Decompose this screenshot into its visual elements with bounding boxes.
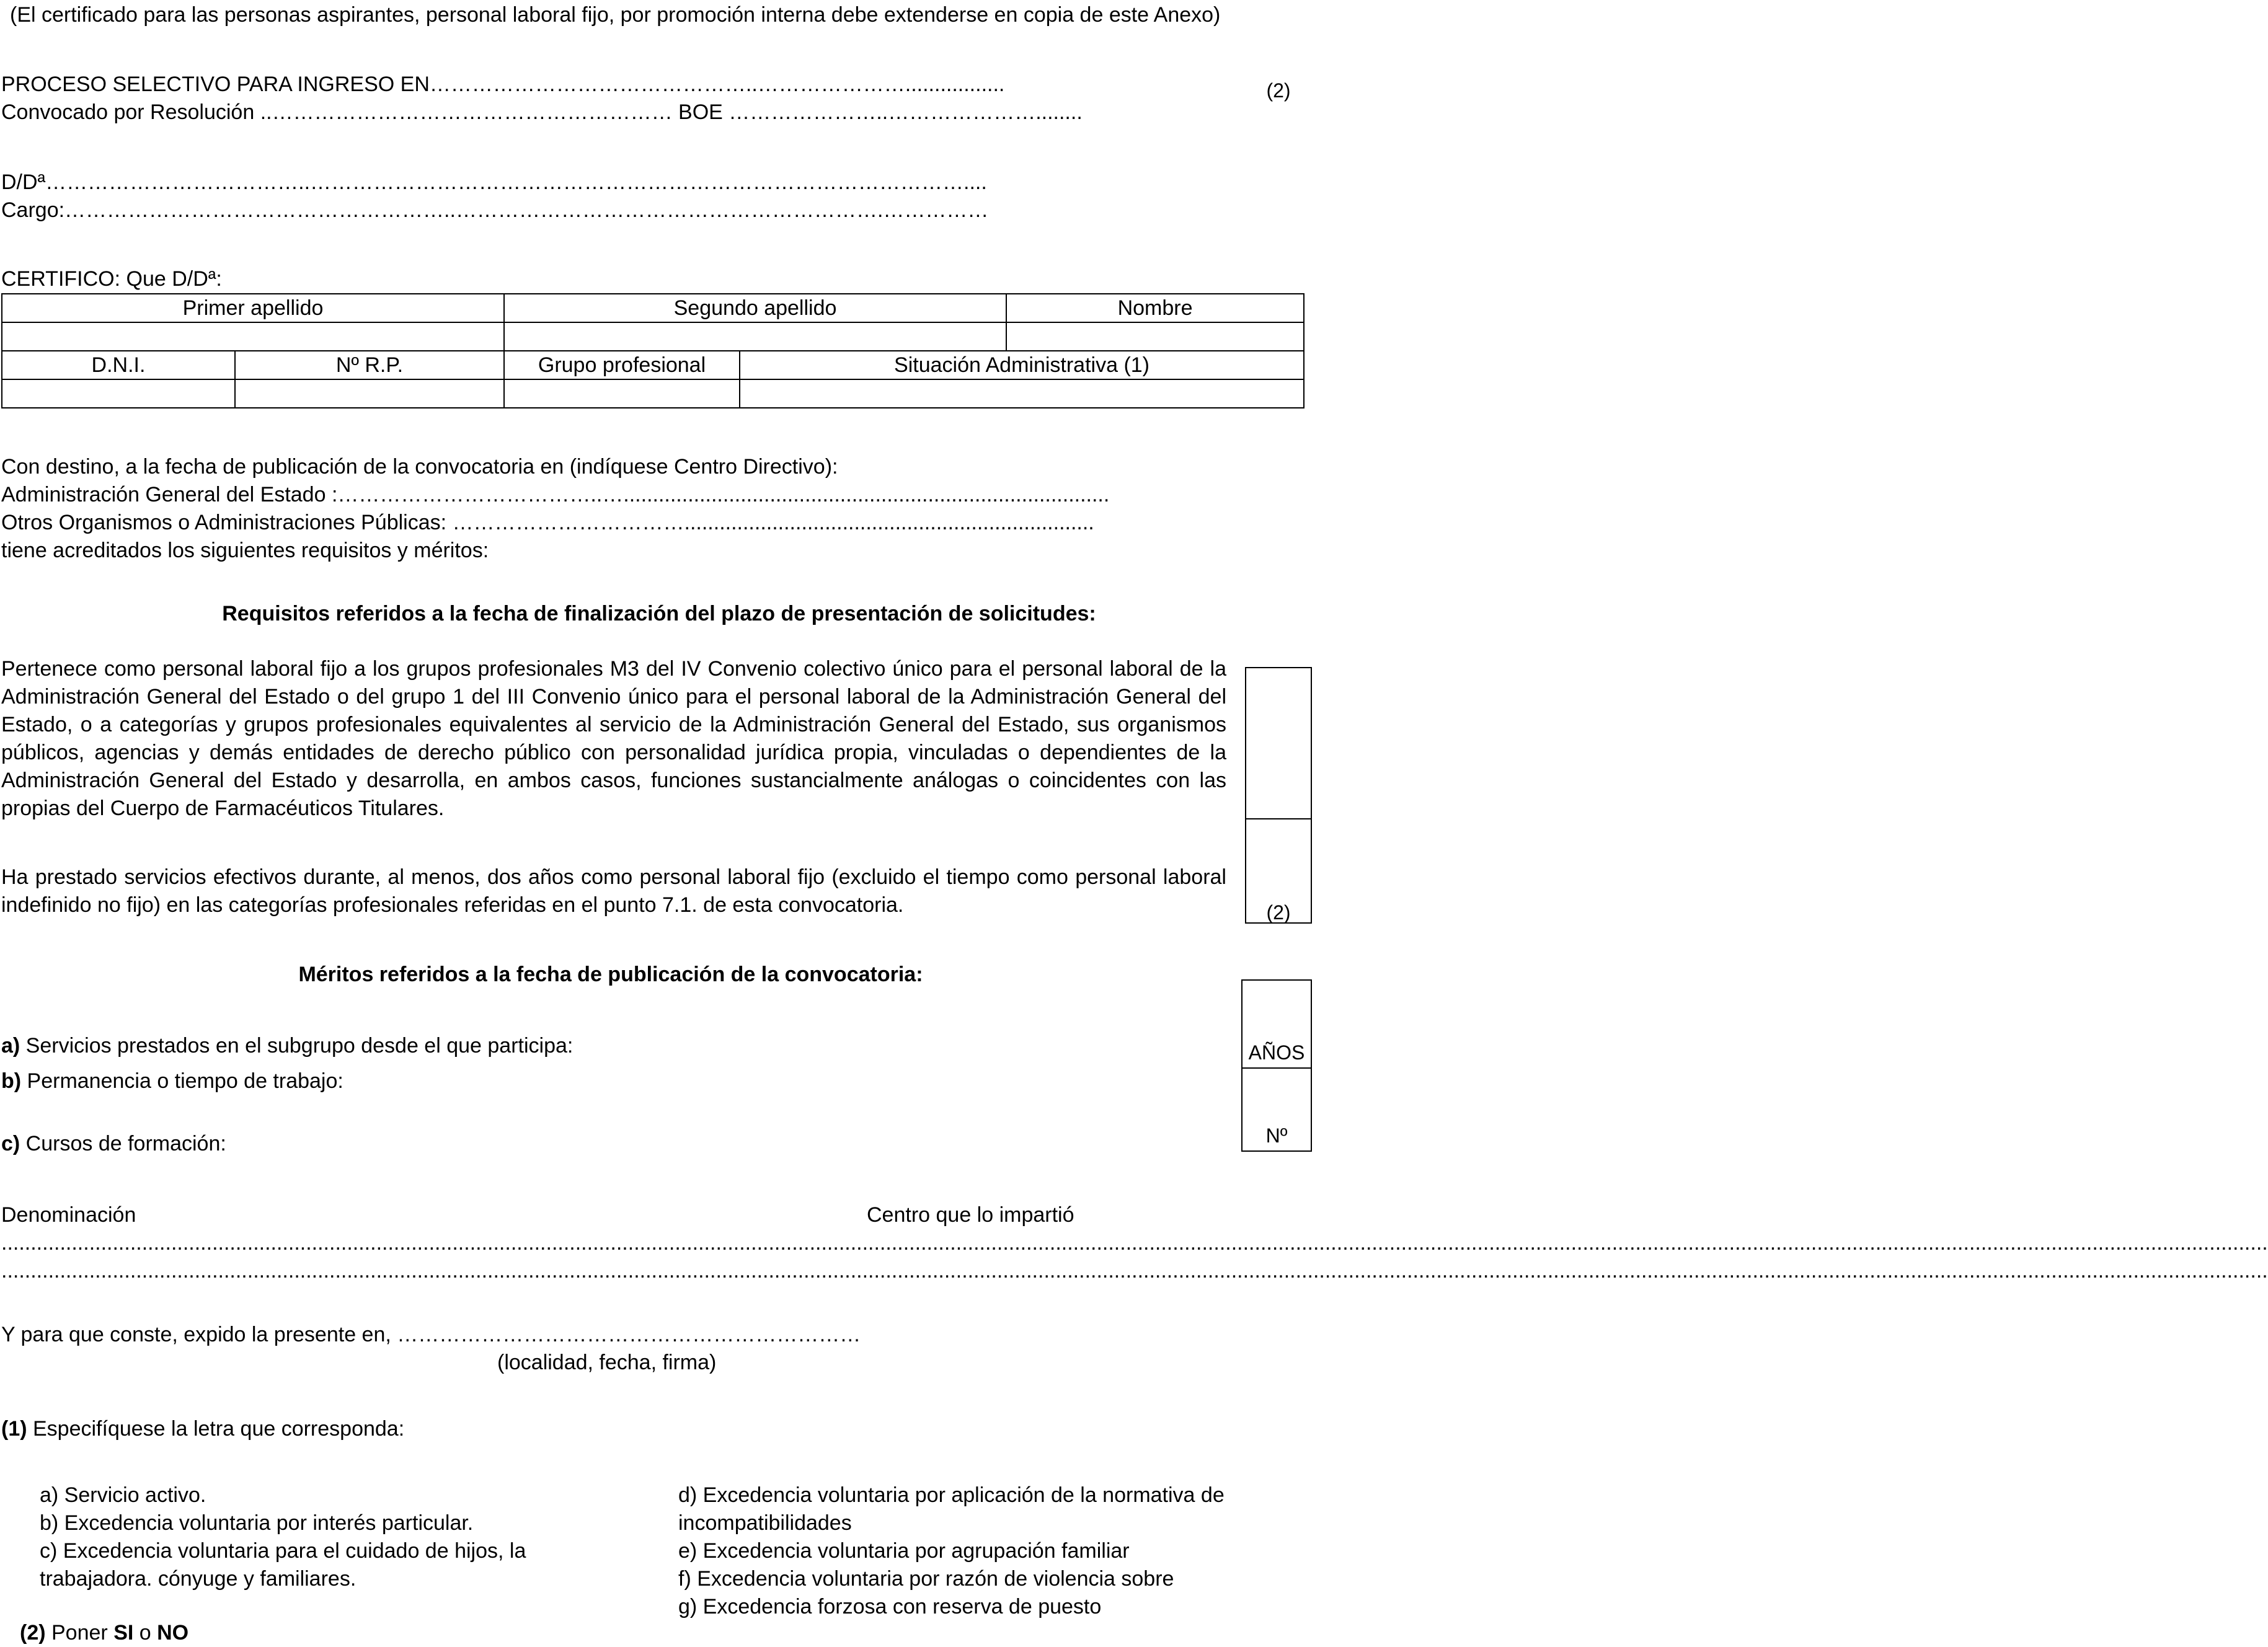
requisitos-heading: Requisitos referidos a la fecha de finalización del plazo de presentación de solicitudes:: [222, 602, 1096, 625]
requisito-paragraph-1: Pertenece como personal laboral fijo a los grupos profesionales M3 del IV Convenio colectivo único para el personal laboral de la Administración General del Estado o del grupo 1 del III Convenio único para el personal laboral de la Administración General del Estado, o a categorías y grupos profesionales equivalentes al servicio de la Administración General del Estado, sus organismos públicos, agencias y demás entidades de derecho público con personalidad jurídica propia, vinculadas o dependientes de la Administración General del Estado y desarrolla, en ambos casos, funciones sustancialmente análogas o coincidentes con las propias del Cuerpo de Farmacéuticos Titulares.: [1, 657, 1226, 820]
table-header-row: [2, 351, 1304, 379]
header-grupo-profesional: Grupo profesional: [504, 351, 740, 379]
merito-c-key: c): [1, 1132, 20, 1155]
table-header-row: [2, 294, 1304, 322]
nota-2-si: SI: [113, 1621, 134, 1645]
list-item: incompatibilidades: [678, 1511, 852, 1535]
situaciones-left-list: [40, 1481, 526, 1593]
cargo-line: Cargo:………………………………………………..…………………………………………………….……………: [1, 198, 989, 222]
situaciones-right-list: [678, 1481, 1225, 1621]
nota-1-text: Especifíquese la letra que corresponda:: [27, 1417, 405, 1441]
nota-2: [20, 1619, 188, 1647]
nota-2-text-a: Poner: [45, 1621, 114, 1645]
list-item: g) Excedencia forzosa con reserva de puesto: [678, 1595, 1102, 1618]
segundo-apellido-field[interactable]: [504, 322, 1006, 351]
requisitos-answer-box: [1245, 79, 1312, 924]
list-item: e) Excedencia voluntaria por agrupación familiar: [678, 1539, 1130, 1563]
header-primer-apellido: Primer apellido: [2, 294, 504, 322]
merito-b-text: Permanencia o tiempo de trabajo:: [21, 1069, 343, 1093]
destino-intro: Con destino, a la fecha de publicación de la convocatoria en (indíquese Centro Directivo):: [1, 455, 838, 479]
header-nrp: Nº R.P.: [235, 351, 504, 379]
header-note: (El certificado para las personas aspirantes, personal laboral fijo, por promoción interna debe extenderse en copia de este Anexo): [10, 3, 1221, 27]
grupo-profesional-field[interactable]: [504, 379, 740, 408]
curso-dotted-line-1: ...................................................................................................................................................................................................................................................................................................................................................................................................: [1, 1231, 2268, 1255]
convocado-line: [1, 99, 1083, 126]
header-situacion-administrativa: Situación Administrativa (1): [740, 351, 1304, 379]
acreditados-line: tiene acreditados los siguientes requisitos y méritos:: [1, 539, 489, 562]
list-item: b) Excedencia voluntaria por interés particular.: [40, 1511, 474, 1535]
boe-text: …………………..…………………........: [729, 100, 1083, 124]
centro-label: Centro que lo impartió: [867, 1203, 1074, 1227]
primer-apellido-field[interactable]: [2, 322, 504, 351]
list-item: c) Excedencia voluntaria para el cuidado de hijos, la: [40, 1539, 526, 1563]
merito-c-text: Cursos de formación:: [20, 1132, 226, 1155]
curso-dotted-line-2: ...................................................................................................................................................................................................................................................................................................................................................................................................: [1, 1259, 2268, 1283]
nota-1-key: (1): [1, 1417, 27, 1441]
requisito-1-answer-cell[interactable]: [1246, 668, 1311, 819]
list-item: f) Excedencia voluntaria por razón de violencia sobre: [678, 1567, 1174, 1591]
merito-b-key: b): [1, 1069, 22, 1093]
convocado-text: Convocado por Resolución ..………………………………………………… BOE: [1, 100, 729, 124]
firma-caption: (localidad, fecha, firma): [497, 1351, 717, 1374]
nota-1: [1, 1415, 404, 1443]
meritos-heading: Méritos referidos a la fecha de publicación de la convocatoria:: [298, 963, 923, 986]
requisito-paragraph-2: Ha prestado servicios efectivos durante, al menos, dos años como personal laboral fijo (excluido el tiempo como personal laboral indefinido no fijo) en las categorías profesionales referidas en el punto 7.1. de esta convocatoria.: [1, 865, 1226, 917]
requisito-1-note-label: (2): [1266, 79, 1291, 102]
nombre-field[interactable]: [1006, 322, 1304, 351]
merito-a: [1, 1032, 573, 1060]
situacion-administrativa-field[interactable]: [740, 379, 1304, 408]
otros-organismos-line: Otros Organismos o Administraciones Públicas: ……………………………......................................................................: [1, 511, 1094, 534]
age-line: Administración General del Estado :………………………………..…...................................................................................: [1, 483, 1110, 506]
certifico-label: CERTIFICO: Que D/Dª:: [1, 267, 222, 291]
merito-a-text: Servicios prestados en el subgrupo desde el que participa:: [20, 1034, 574, 1058]
anos-label: AÑOS: [1248, 1041, 1305, 1064]
merito-c: [1, 1130, 226, 1158]
header-segundo-apellido: Segundo apellido: [504, 294, 1006, 322]
list-item: a) Servicio activo.: [40, 1483, 206, 1507]
meritos-answer-box: [1241, 979, 1312, 1152]
nrp-field[interactable]: [235, 379, 504, 408]
dd-line: D/Dª………………………………..…………………………………………………………………………………....: [1, 170, 987, 194]
table-input-row: [2, 322, 1304, 351]
header-nombre: Nombre: [1006, 294, 1304, 322]
proceso-line: PROCESO SELECTIVO PARA INGRESO EN………………………………………..………………….................: [1, 73, 1005, 96]
merito-a-key: a): [1, 1034, 20, 1058]
nota-2-no: NO: [157, 1621, 189, 1645]
header-dni: D.N.I.: [2, 351, 235, 379]
denominacion-label: Denominación: [1, 1203, 136, 1227]
dni-field[interactable]: [2, 379, 235, 408]
list-item: d) Excedencia voluntaria por aplicación de la normativa de: [678, 1483, 1225, 1507]
nota-2-key: (2): [20, 1621, 46, 1645]
list-item: trabajadora. cónyuge y familiares.: [40, 1567, 357, 1591]
personal-data-table: [1, 293, 1305, 408]
numero-label: Nº: [1265, 1124, 1288, 1147]
requisito-2-note-label: (2): [1266, 901, 1291, 924]
firma-line: Y para que conste, expido la presente en, …………………………………………………………: [1, 1323, 861, 1346]
merito-b: [1, 1067, 343, 1095]
nota-2-text-b: o: [133, 1621, 157, 1645]
table-input-row: [2, 379, 1304, 408]
